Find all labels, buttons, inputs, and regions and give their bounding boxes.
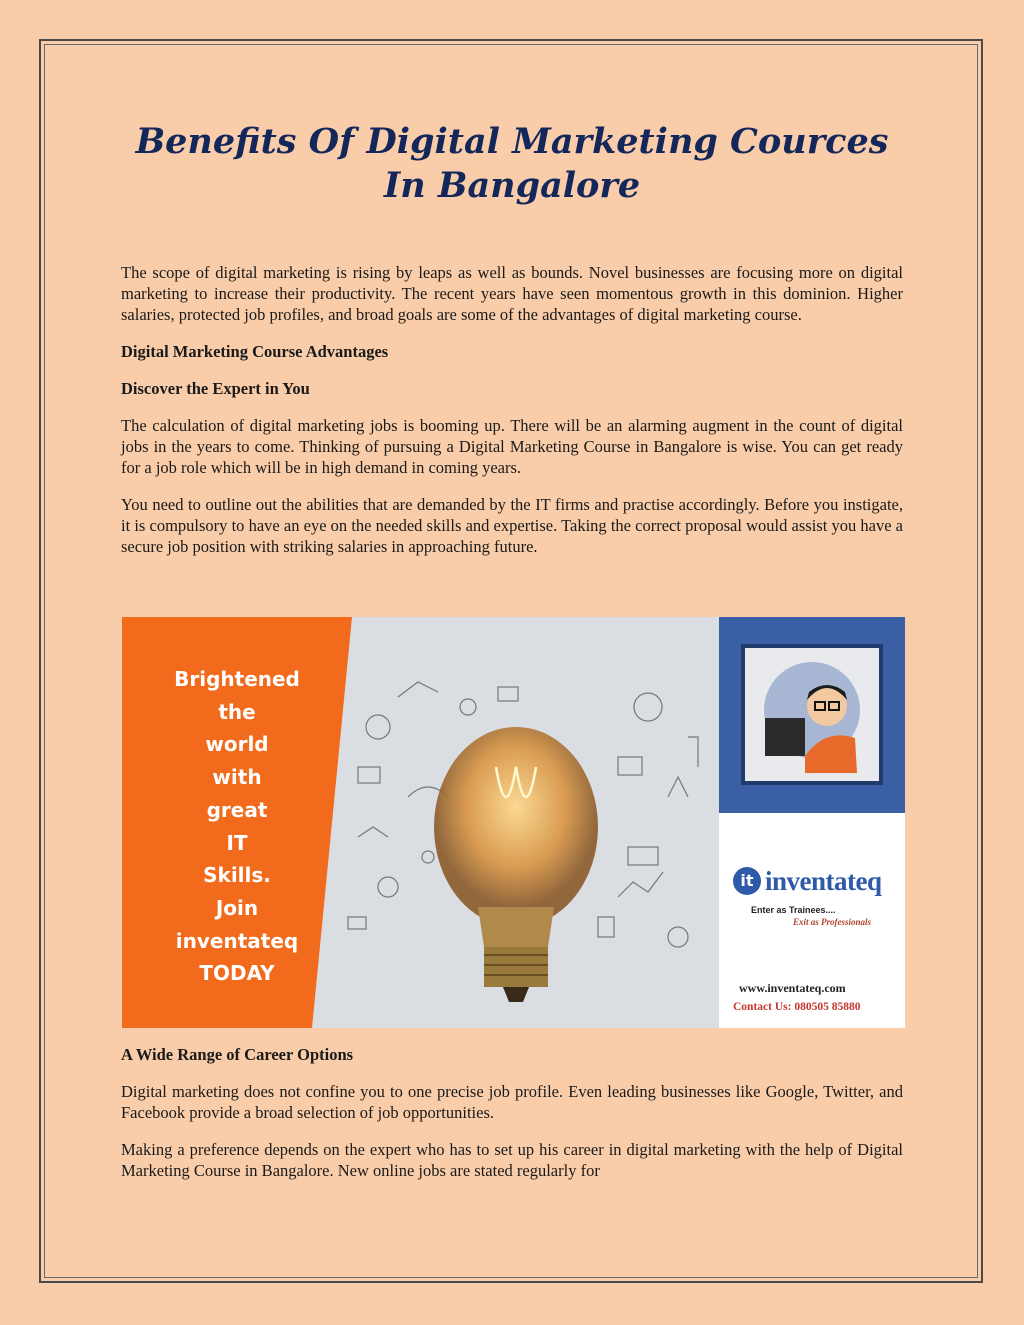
- paragraph-preference: Making a preference depends on the expert who has to set up his career in digital marketing with the help of Digital Marketing Course in Bangalore. New online jobs are stated regularly for: [121, 1140, 903, 1180]
- document-body: [121, 262, 903, 573]
- lightbulb-icon: [318, 617, 720, 1028]
- slogan-line: Brightened: [174, 667, 300, 691]
- banner-slogan: [142, 663, 332, 990]
- heading-career: A Wide Range of Career Options: [121, 1045, 354, 1064]
- contact-phone: Contact Us: 080505 85880: [733, 1001, 861, 1013]
- slogan-line: IT: [226, 830, 248, 855]
- avatar-illustration: [741, 644, 883, 785]
- heading-expert: Discover the Expert in You: [121, 379, 310, 398]
- slogan-line: Skills.: [203, 863, 271, 888]
- slogan-line: with: [212, 765, 262, 790]
- brand-tagline-2: Exit as Professionals: [793, 917, 872, 927]
- brand-name: inventateq: [765, 866, 882, 896]
- brand-tagline: Enter as Trainees....: [751, 905, 836, 915]
- paragraph-calculation: The calculation of digital marketing jobs is booming up. There will be an alarming augment in the count of digital jobs in the years to come. Thinking of pursuing a Digital Marketing Course in Bangalore is wise. You can get ready for a job role which will be in high demand in coming years.: [121, 416, 903, 477]
- brand-logo-icon: it: [733, 867, 761, 895]
- title-line-1: Benefits Of Digital Marketing Cources: [135, 121, 889, 162]
- slogan-line: the: [218, 699, 256, 724]
- document-body-continued: [121, 1044, 903, 1197]
- paragraph-outline: You need to outline out the abilities that are demanded by the IT firms and practise accordingly. Before you instigate, it is compulsory to have an eye on the needed skills and expertise. Taking the correct proposal would assist you have a secure job position with striking salaries in approaching future.: [121, 495, 903, 556]
- slogan-line: Join: [215, 895, 259, 920]
- banner-brand-panel: [719, 813, 905, 1028]
- paragraph-intro: The scope of digital marketing is rising by leaps as well as bounds. Novel businesses are focusing more on digital marketing to increase their productivity. The recent years have seen momentous growth in this dominion. Higher salaries, protected job profiles, and broad goals are some of the advantages of digital marketing course.: [121, 263, 903, 324]
- slogan-line: great: [206, 797, 268, 822]
- heading-advantages: Digital Marketing Course Advantages: [121, 342, 389, 361]
- slogan-line: TODAY: [199, 961, 275, 986]
- document-title: [100, 120, 924, 208]
- website-link[interactable]: www.inventateq.com: [739, 981, 846, 995]
- slogan-line: inventateq: [175, 928, 299, 953]
- banner-avatar-panel: [719, 617, 905, 813]
- paragraph-confine: Digital marketing does not confine you to one precise job profile. Even leading businesses like Google, Twitter, and Facebook provide a broad selection of job opportunities.: [121, 1082, 903, 1122]
- slogan-line: world: [205, 732, 269, 757]
- promo-banner: [122, 617, 905, 1028]
- title-line-2: In Bangalore: [383, 165, 641, 206]
